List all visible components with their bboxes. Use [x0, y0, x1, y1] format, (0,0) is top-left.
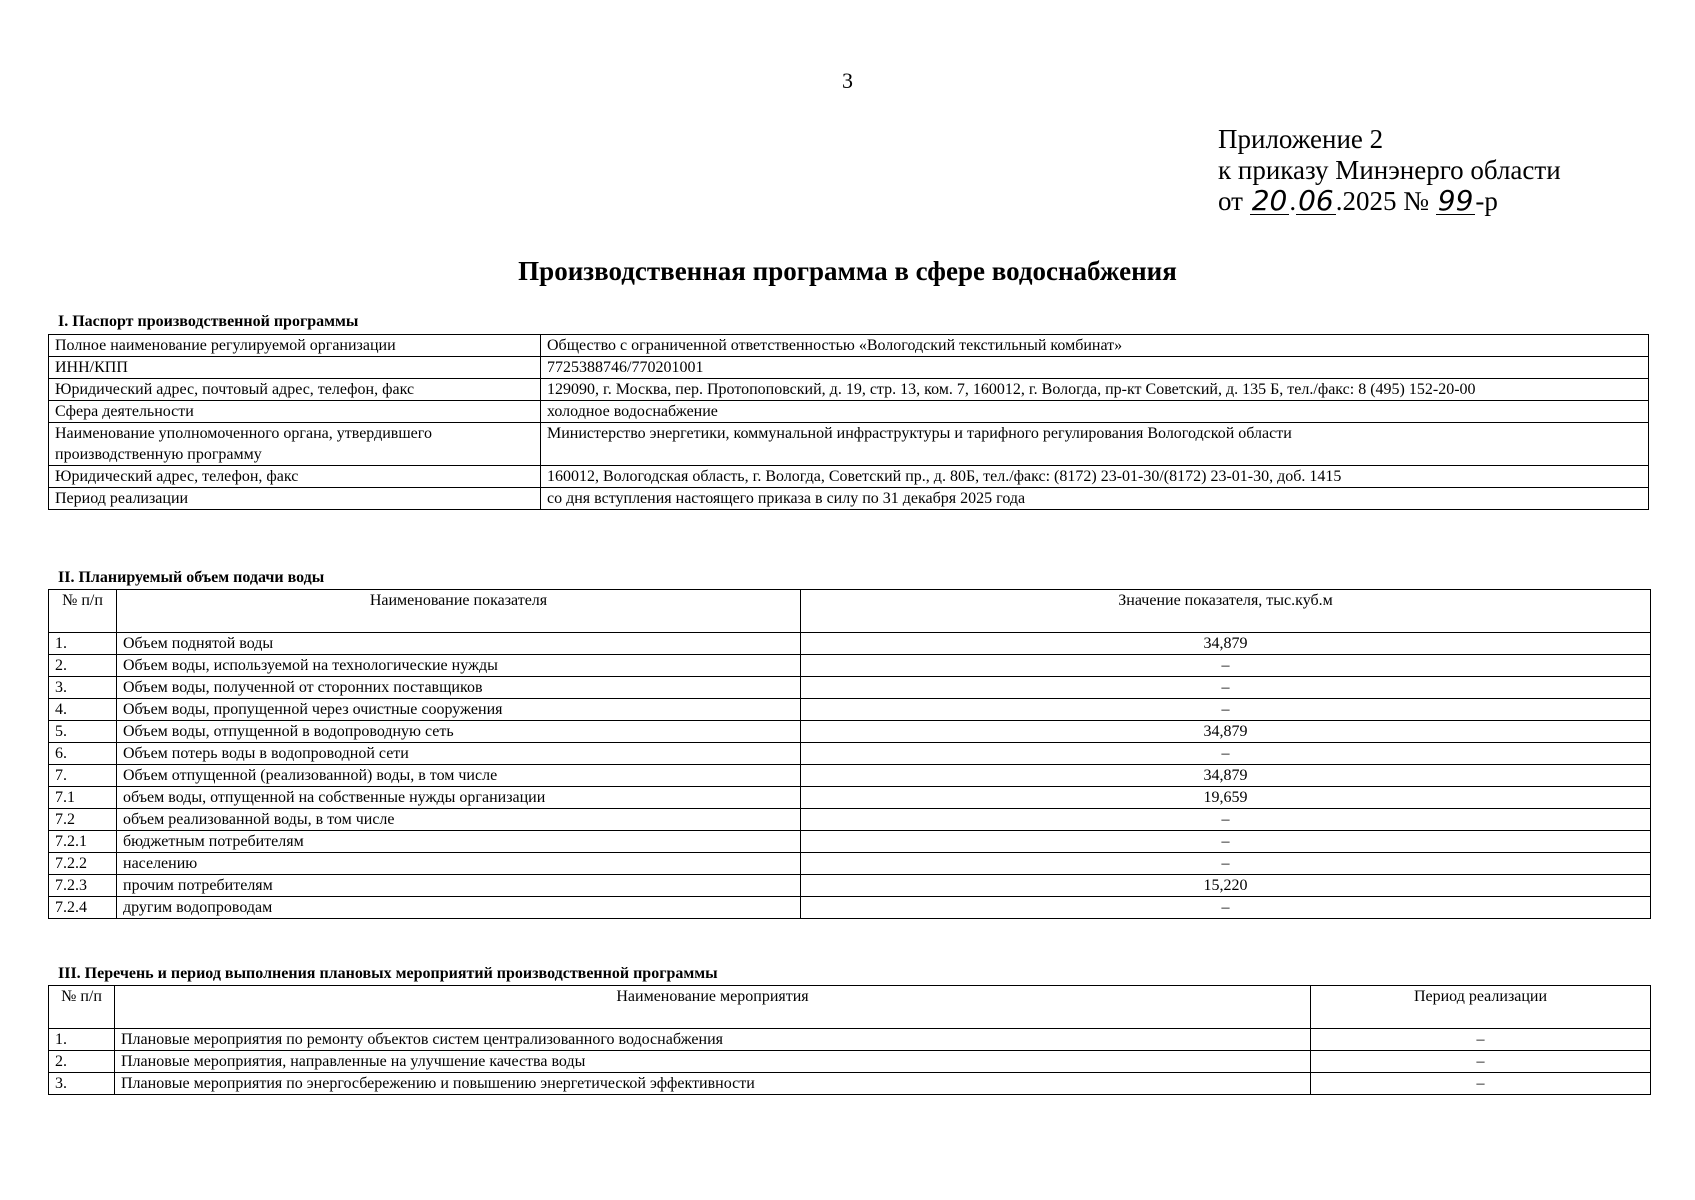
indicator-value: 34,879	[801, 721, 1651, 743]
table-row	[49, 401, 1649, 423]
indicator-value: –	[801, 699, 1651, 721]
indicator-name: объем воды, отпущенной на собственные нужды организации	[117, 787, 801, 809]
table-row	[49, 699, 1651, 721]
handwritten-order-number: 99	[1437, 184, 1474, 217]
indicator-value: –	[801, 655, 1651, 677]
table-row	[49, 335, 1649, 357]
row-number: 7.2.2	[49, 853, 117, 875]
col-header-number: № п/п	[49, 590, 117, 633]
table-row	[49, 743, 1651, 765]
section1-heading: I. Паспорт производственной программы	[58, 313, 359, 330]
measure-period: –	[1311, 1051, 1651, 1073]
indicator-value: –	[801, 677, 1651, 699]
appendix-suffix: -р	[1475, 186, 1498, 216]
passport-label: Период реализации	[49, 488, 541, 510]
appendix-block	[1218, 124, 1561, 217]
passport-label: Наименование уполномоченного органа, утвердившего производственную программу	[49, 423, 541, 466]
table-row	[49, 765, 1651, 787]
table-row	[49, 787, 1651, 809]
col-header-value: Значение показателя, тыс.куб.м	[801, 590, 1651, 633]
table-header-row	[49, 590, 1651, 633]
table-row	[49, 721, 1651, 743]
measures-table	[48, 985, 1651, 1095]
indicator-name: Объем поднятой воды	[117, 633, 801, 655]
table-header-row	[49, 986, 1651, 1029]
row-number: 3.	[49, 1073, 115, 1095]
table-row	[49, 875, 1651, 897]
indicator-name: Объем воды, полученной от сторонних поставщиков	[117, 677, 801, 699]
passport-value: 160012, Вологодская область, г. Вологда, Советский пр., д. 80Б, тел./факс: (8172) 23-01-30/(8172) 23-01-30, доб. 1415	[541, 466, 1649, 488]
indicator-name: Объем потерь воды в водопроводной сети	[117, 743, 801, 765]
table-row	[49, 357, 1649, 379]
table-row	[49, 488, 1649, 510]
appendix-date-prefix: от	[1218, 186, 1243, 216]
table-row	[49, 655, 1651, 677]
table-row	[49, 379, 1649, 401]
indicator-name: Объем воды, отпущенной в водопроводную сеть	[117, 721, 801, 743]
passport-label: Юридический адрес, телефон, факс	[49, 466, 541, 488]
row-number: 6.	[49, 743, 117, 765]
document-title: Производственная программа в сфере водоснабжения	[518, 256, 1177, 286]
row-number: 3.	[49, 677, 117, 699]
indicator-value: –	[801, 853, 1651, 875]
row-number: 7.	[49, 765, 117, 787]
section2-heading: II. Планируемый объем подачи воды	[58, 569, 325, 586]
table-row	[49, 831, 1651, 853]
indicator-value: 34,879	[801, 633, 1651, 655]
passport-value: холодное водоснабжение	[541, 401, 1649, 423]
indicator-name: Объем воды, используемой на технологические нужды	[117, 655, 801, 677]
handwritten-month: 06	[1298, 184, 1334, 217]
col-header-number: № п/п	[49, 986, 115, 1029]
indicator-name: Объем воды, пропущенной через очистные сооружения	[117, 699, 801, 721]
indicator-name: другим водопроводам	[117, 897, 801, 919]
passport-value: Общество с ограниченной ответственностью «Вологодский текстильный комбинат»	[541, 335, 1649, 357]
water-volume-table	[48, 589, 1651, 919]
table-row	[49, 633, 1651, 655]
row-number: 2.	[49, 655, 117, 677]
indicator-value: 15,220	[801, 875, 1651, 897]
indicator-value: –	[801, 809, 1651, 831]
passport-label: ИНН/КПП	[49, 357, 541, 379]
indicator-value: 19,659	[801, 787, 1651, 809]
row-number: 7.2.1	[49, 831, 117, 853]
passport-label: Полное наименование регулируемой организации	[49, 335, 541, 357]
row-number: 4.	[49, 699, 117, 721]
measure-period: –	[1311, 1029, 1651, 1051]
indicator-value: –	[801, 831, 1651, 853]
page-number: 3	[842, 68, 853, 93]
measure-name: Плановые мероприятия, направленные на улучшение качества воды	[115, 1051, 1311, 1073]
passport-value: Министерство энергетики, коммунальной инфраструктуры и тарифного регулирования Вологодской области	[541, 423, 1649, 466]
row-number: 1.	[49, 1029, 115, 1051]
table-row	[49, 853, 1651, 875]
table-row	[49, 423, 1649, 466]
passport-label: Юридический адрес, почтовый адрес, телефон, факс	[49, 379, 541, 401]
appendix-date-line: от 20.06.2025 № 99-р	[1218, 184, 1498, 217]
indicator-value: –	[801, 897, 1651, 919]
passport-label: Сфера деятельности	[49, 401, 541, 423]
passport-table	[48, 334, 1649, 510]
section3-heading: III. Перечень и период выполнения плановых мероприятий производственной программы	[58, 965, 718, 982]
handwritten-day: 20	[1251, 184, 1288, 217]
row-number: 5.	[49, 721, 117, 743]
measure-period: –	[1311, 1073, 1651, 1095]
indicator-name: объем реализованной воды, в том числе	[117, 809, 801, 831]
passport-value: 129090, г. Москва, пер. Протопоповский, д. 19, стр. 13, ком. 7, 160012, г. Вологда, пр-кт Советский, д. 135 Б, тел./факс: 8 (495) 152-20-00	[541, 379, 1649, 401]
table-row	[49, 1051, 1651, 1073]
row-number: 1.	[49, 633, 117, 655]
col-header-measure: Наименование мероприятия	[115, 986, 1311, 1029]
appendix-order-ref: к приказу Минэнерго области	[1218, 155, 1561, 185]
measure-name: Плановые мероприятия по энергосбережению и повышению энергетической эффективности	[115, 1073, 1311, 1095]
indicator-value: 34,879	[801, 765, 1651, 787]
indicator-name: населению	[117, 853, 801, 875]
table-row	[49, 897, 1651, 919]
indicator-name: Объем отпущенной (реализованной) воды, в том числе	[117, 765, 801, 787]
appendix-year: .2025 №	[1335, 186, 1429, 216]
indicator-name: бюджетным потребителям	[117, 831, 801, 853]
table-row	[49, 1073, 1651, 1095]
row-number: 2.	[49, 1051, 115, 1073]
measure-name: Плановые мероприятия по ремонту объектов систем централизованного водоснабжения	[115, 1029, 1311, 1051]
appendix-title: Приложение 2	[1218, 124, 1384, 154]
row-number: 7.2.3	[49, 875, 117, 897]
col-header-period: Период реализации	[1311, 986, 1651, 1029]
table-row	[49, 809, 1651, 831]
col-header-indicator: Наименование показателя	[117, 590, 801, 633]
indicator-value: –	[801, 743, 1651, 765]
passport-value: 7725388746/770201001	[541, 357, 1649, 379]
row-number: 7.1	[49, 787, 117, 809]
passport-value: со дня вступления настоящего приказа в силу по 31 декабря 2025 года	[541, 488, 1649, 510]
indicator-name: прочим потребителям	[117, 875, 801, 897]
table-row	[49, 466, 1649, 488]
table-row	[49, 1029, 1651, 1051]
row-number: 7.2.4	[49, 897, 117, 919]
row-number: 7.2	[49, 809, 117, 831]
table-row	[49, 677, 1651, 699]
